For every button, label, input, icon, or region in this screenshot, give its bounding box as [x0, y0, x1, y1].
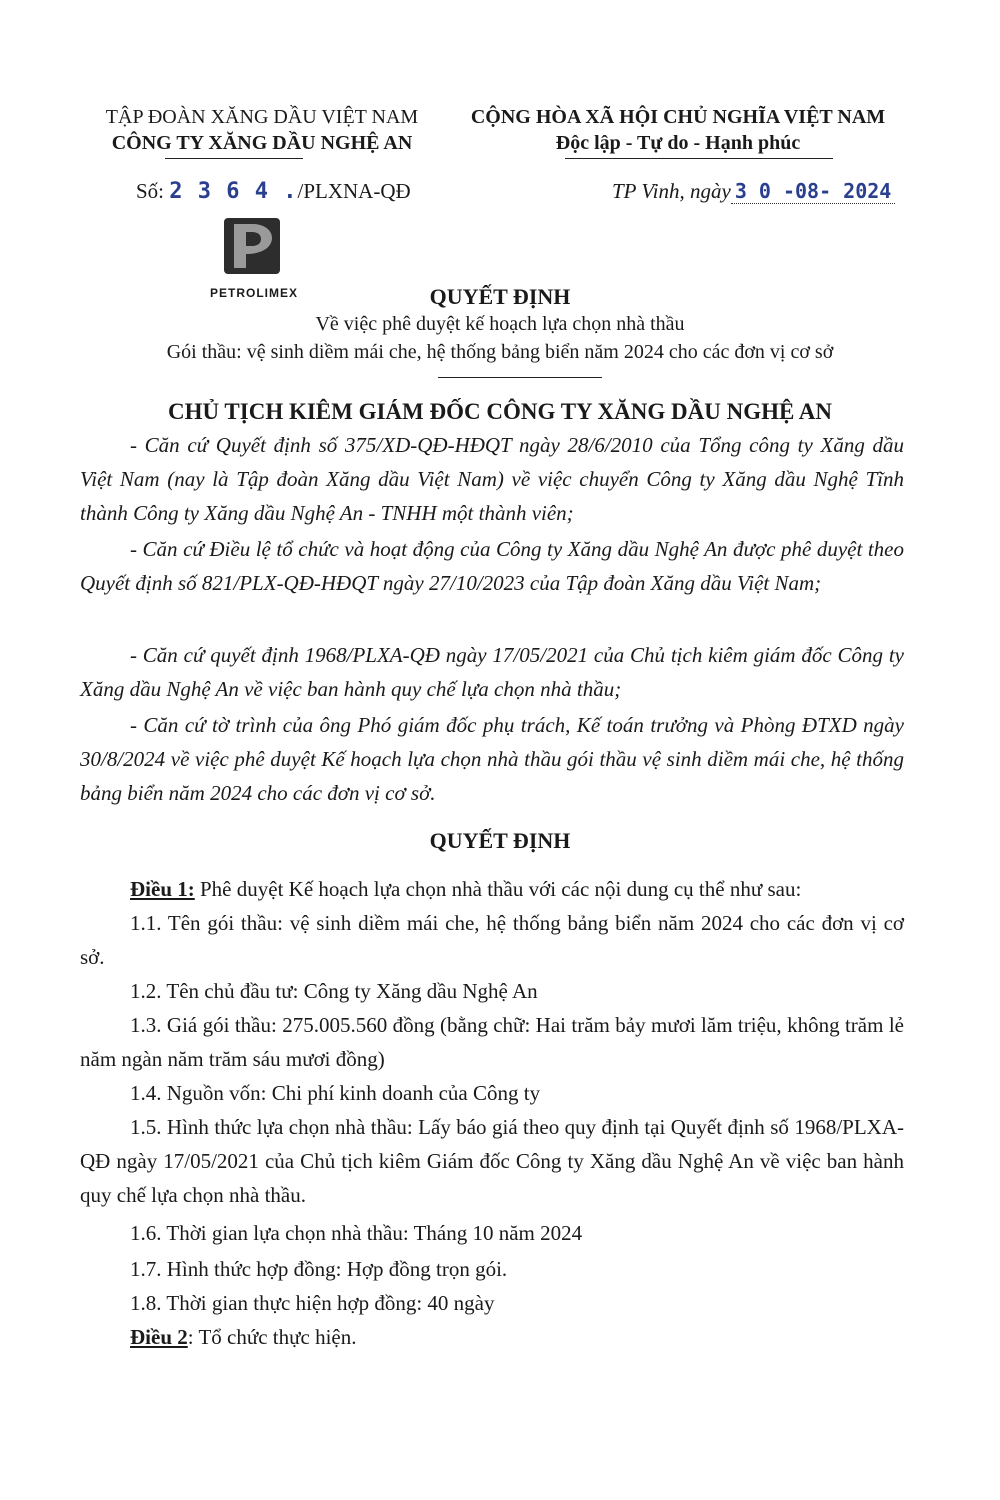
article-1-item-2: 1.2. Tên chủ đầu tư: Công ty Xăng dầu Nghệ An [130, 979, 538, 1003]
article-1-label: Điều 1: [130, 877, 195, 901]
petrolimex-logo [224, 218, 280, 274]
logo-mark-icon [224, 218, 280, 274]
article-1-text: Phê duyệt Kế hoạch lựa chọn nhà thầu với các nội dung cụ thể như sau: [194, 877, 802, 901]
number-suffix: /PLXNA-QĐ [297, 179, 411, 203]
number-prefix: Số: [136, 179, 165, 203]
org-underline [165, 158, 303, 159]
date-stamp: 3 0 -08- 2024 [734, 179, 892, 203]
subject-line-1: Về việc phê duyệt kế hoạch lựa chọn nhà thầu [315, 313, 685, 335]
motto-underline [565, 158, 833, 159]
nation-header [448, 104, 908, 156]
article-1-item-7: 1.7. Hình thức hợp đồng: Hợp đồng trọn gói. [130, 1257, 508, 1281]
place-date [612, 176, 895, 206]
article-1-item-5: 1.5. Hình thức lựa chọn nhà thầu: Lấy báo giá theo quy định tại Quyết định số 1968/PLXA-QĐ ngày 17/05/2021 của Chủ tịch kiêm Giám đốc Công ty Xăng dầu Nghệ An về việc ban hành quy chế lựa chọn nhà thầu. [80, 1115, 904, 1207]
article-1-item-8: 1.8. Thời gian thực hiện hợp đồng: 40 ngày [130, 1291, 495, 1315]
org-parent-name: TẬP ĐOÀN XĂNG DẦU VIỆT NAM [105, 106, 419, 128]
decision-heading: QUYẾT ĐỊNH [429, 828, 571, 853]
article-2 [80, 1320, 904, 1354]
document-number [136, 176, 411, 207]
article-1-item-1: 1.1. Tên gói thầu: vệ sinh diềm mái che, hệ thống bảng biển năm 2024 cho các đơn vị cơ sở. [80, 911, 904, 969]
article-1-item-3: 1.3. Giá gói thầu: 275.005.560 đồng (bằng chữ: Hai trăm bảy mươi lăm triệu, không trăm lẻ năm ngàn năm trăm sáu mươi đồng) [80, 1013, 904, 1071]
title-divider [438, 377, 602, 378]
place-date-prefix: TP Vinh, ngày [612, 179, 731, 203]
basis-1: - Căn cứ Quyết định số 375/XD-QĐ-HĐQT ngày 28/6/2010 của Tổng công ty Xăng dầu Việt Nam (nay là Tập đoàn Xăng dầu Việt Nam) về việc chuyển Công ty Xăng dầu Nghệ Tĩnh thành Công ty Xăng dầu Nghệ An - TNHH một thành viên; [80, 433, 904, 525]
basis-3: - Căn cứ quyết định 1968/PLXA-QĐ ngày 17/05/2021 của Chủ tịch kiêm giám đốc Công ty Xăng dầu Nghệ An về việc ban hành quy chế lựa chọn nhà thầu; [80, 643, 904, 701]
nation-motto: Độc lập - Tự do - Hạnh phúc [555, 132, 801, 154]
issuing-authority: CHỦ TỊCH KIÊM GIÁM ĐỐC CÔNG TY XĂNG DẦU NGHỆ AN [167, 399, 833, 424]
article-2-label: Điều 2 [130, 1325, 188, 1349]
subject-line-2: Gói thầu: vệ sinh diềm mái che, hệ thống bảng biển năm 2024 cho các đơn vị cơ sở [166, 341, 834, 363]
logo-text: PETROLIMEX [209, 286, 298, 300]
document-title: QUYẾT ĐỊNH [429, 284, 571, 309]
article-1 [80, 872, 904, 906]
basis-2: - Căn cứ Điều lệ tổ chức và hoạt động của Công ty Xăng dầu Nghệ An được phê duyệt theo Quyết định số 821/PLX-QĐ-HĐQT ngày 27/10/2023 của Tập đoàn Xăng dầu Việt Nam; [80, 537, 904, 595]
basis-4: - Căn cứ tờ trình của ông Phó giám đốc phụ trách, Kế toán trưởng và Phòng ĐTXD ngày 30/8/2024 về việc phê duyệt Kế hoạch lựa chọn nhà thầu gói thầu vệ sinh diềm mái che, hệ thống bảng biển năm 2024 cho các đơn vị cơ sở. [80, 713, 904, 805]
nation-name: CỘNG HÒA XÃ HỘI CHỦ NGHĨA VIỆT NAM [470, 106, 886, 128]
org-header [82, 104, 442, 156]
article-1-item-4: 1.4. Nguồn vốn: Chi phí kinh doanh của Công ty [130, 1081, 541, 1105]
org-company-name: CÔNG TY XĂNG DẦU NGHỆ AN [111, 132, 413, 154]
article-2-text: : Tổ chức thực hiện. [187, 1325, 357, 1349]
article-1-item-6: 1.6. Thời gian lựa chọn nhà thầu: Tháng 10 năm 2024 [130, 1221, 583, 1245]
number-stamp: 2 3 6 4 . [169, 179, 298, 204]
